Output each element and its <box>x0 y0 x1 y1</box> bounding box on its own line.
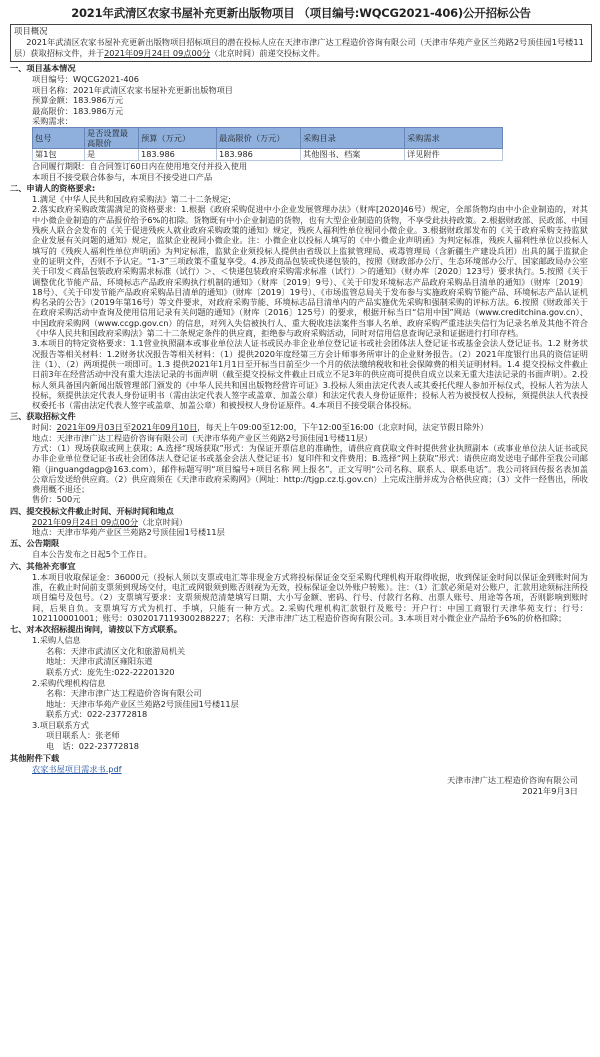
project-number: 项目编号：WQCG2021-406 <box>32 74 139 84</box>
overview-pre: 2021年武清区农家书屋补充更新出版物项目招标项目的潜在投标人应在天津市津广达工程造价咨询有限公司（天津市华苑产业区兰苑路2号顶佳园1号楼11层）获取招标文件，并于 <box>14 37 584 58</box>
bid-deadline <box>10 517 592 527</box>
cell-catalog: 其他图书、档案 <box>301 148 405 160</box>
cell-requirements: 详见附件 <box>405 148 503 160</box>
agency-address: 地址：天津市华苑产业区兰苑路2号顶佳园1号楼11层 <box>46 698 239 709</box>
cell-package-no: 第1包 <box>33 148 85 160</box>
obtain-time-label: 时间： <box>32 422 57 433</box>
other-matters: 1.本项目收取保证金：36000元（投标人须以支票或电汇等非现金方式将投标保证金交至采购代理机构开取得收据，收到保证金时间以保证金到账时间为准，在截止时间前支票须到现场交付，电汇或网银须到账否则视为无效，投标保证金以外账户转账）。注：（1）汇款必须是对公账户，汇款用途须标注所投项目编号及包号。（2）支票填写要求：支票须规范清楚填写日期、大小写金额、密码、行号、付款行名称、出票人账号、用途等各项，否则影响到账时间，后果自负。支票填写方式为机打、手填，只能有一种方式。2.采购代理机构汇款银行及账号：开户行：中国工商银行天津华苑支行；行号：102110001001；账号：0302017119300288227；名称：天津市津广达工程造价咨询有限公司。3.本项目对小微企业产品给予6%的价格扣除； <box>32 571 588 623</box>
project-contact-phone: 电 话：022-23772818 <box>46 741 140 752</box>
col-requirements: 采购需求 <box>405 127 503 148</box>
purchaser-name: 名称：天津市武清区文化和旅游局机关 <box>46 645 186 656</box>
section-5-heading: 五、公告期限 <box>10 538 60 549</box>
col-budget: 预算（万元） <box>139 127 217 148</box>
attachment-link[interactable]: 农家书屋项目需求书.pdf <box>32 763 122 774</box>
overview-text <box>14 37 588 59</box>
cell-budget: 183.986 <box>139 148 217 160</box>
obtain-method: 方式：（1）现场获取或网上获取；A.选择“现场获取”形式：为保证开票信息的准确性，请供应商获取文件时提供营业执照副本（或事业单位法人证书或民办非企业单位登记证书或社会团体法人登记证书或基金会法人登记证书）复印件和文件费用；B.选择“网上获取”形式：请供应商发送电子邮件至我公司邮箱（jinguangdagp@163.com），邮件标题写明“项目编号+项目名称 网上报名”，正文写明“公司名称、联系人、联系电话”。我公司将回传报名表加盖公章后发送给供应商。（2）供应商须在《天津市政府采购网》（网址：http://tjgp.cz.tj.gov.cn）上完成注册并成为合格供应商；（3）文件一经售出，所收费用概不退还； <box>32 442 588 495</box>
signature-date: 2021年9月3日 <box>522 785 578 796</box>
overview-box <box>10 24 592 62</box>
col-has-max-price: 是否设置最高限价 <box>85 127 139 148</box>
col-package-no: 包号 <box>33 127 85 148</box>
qualification-1: 1.满足《中华人民共和国政府采购法》第二十二条规定; <box>32 194 231 205</box>
cell-max-price: 183.986 <box>217 148 301 160</box>
table-row <box>33 148 503 160</box>
package-table <box>32 127 503 161</box>
obtain-time <box>10 422 592 432</box>
page-title: 2021年武清区农家书屋补充更新出版物项目 （项目编号:WQCG2021-406)公开招标公告 <box>71 6 531 20</box>
section-4-heading: 四、提交投标文件截止时间、开标时间和地点 <box>10 505 174 516</box>
qualification-3: 3.本项目的特定资格要求：1.1营业执照副本或事业单位法人证书或民办非企业单位登记证书或社会团体法人登记证书或基金会法人登记证书。1.2 财务状况报告等相关材料：1.2财务状况报告等相关材料：（1）提供2020年度经第三方会计师事务所审计的企业财务报告。（2）2021年度银行出具的资信证明 注（1）、（2）两项提供一项即可。1.3 提供2021年1月1日至开标当日前至少一个月的依法缴纳税收和社会保障费的相关证明材料。1.4 提交投标文件截止日前3年在经营活动中没有重大违法记录的书面声明（截至提交投标文件截止日成立不足3年的供应商可提供自成立以来无重大违法记录的书面声明）。2.投标人须具备国内新闻出版管理部门颁发的《中华人民共和国出版物经营许可证》3.投标人须由法定代表人或其委托代理人参加开标仪式，投标人若为法人投标，须提供法定代表人身份证明书（需由法定代表人签字或盖章、加盖公章）和法定代表人身份证原件；投标人若为被授权人投标，须提供法人代表授权委托书（需由法定代表人签字或盖章、加盖公章）和被授权人身份证原件。4.本项目不接受联合体投标。 <box>32 338 588 411</box>
bid-deadline-suffix: （北京时间） <box>138 516 188 527</box>
agency-title: 2.采购代理机构信息 <box>32 677 106 688</box>
overview-deadline: 2021年09月24日 09点00分 <box>104 48 211 58</box>
obtain-time-mid: 至 <box>122 422 132 433</box>
obtain-time-rest: ，每天上午09:00至12:00，下午12:00至16:00（北京时间，法定节假日除外） <box>197 422 489 433</box>
attachment-item <box>10 764 592 775</box>
bid-place: 地点：天津市华苑产业区兰苑路2号顶佳园1号楼11层 <box>32 527 225 538</box>
obtain-time-end: 2021年09月10日 <box>131 422 198 433</box>
section-7-heading: 七、对本次招标提出询问，请按以下方式联系。 <box>10 624 182 635</box>
col-catalog: 采购目录 <box>301 127 405 148</box>
qualification-2: 2.落实政府采购政策需满足的资格要求：1.根据《政府采购促进中小企业发展管理办法》（财库[2020]46号）规定，全部货物均由中小企业制造的，对其中小微企业制造的产品报价给予6%的扣除。货物既有中小企业制造的货物，也有大型企业制造的货物，不享受此扶持政策。2.根据财政部、民政部、中国残疾人联合会发布的《关于促进残疾人就业政府采购政策的通知》规定，残疾人福利性单位视同小微企业。3.根据财政部发布的《关于政府采购支持监狱企业发展有关问题的通知》规定，监狱企业视同小微企业。注：小微企业以投标人填写的《中小微企业声明函》为判定标准，残疾人福利性单位以投标人填写的《残疾人福利性单位声明函》为判定标准，监狱企业须投标人提供由省级以上监狱管理局、戒毒管理局（含新疆生产建设兵团）出具的属于监狱企业的证明文件，否则不予认定。“1-3”三项政策不重复享受。4.涉及商品包装或快递包装的，按照《财政部办公厅、生态环境部办公厅、国家邮政局办公室关于印发＜商品包装政府采购需求标准（试行）＞、＜快递包装政府采购需求标准（试行）＞的通知》（财办库〔2020〕123号）要求执行。5.按照《关于调整优化节能产品、环境标志产品政府采购执行机制的通知》（财库〔2019〕9号）、《关于印发环境标志产品政府采购品目清单的通知》（财库〔2019〕18号）、《关于印发节能产品政府采购品目清单的通知》（财库〔2019〕19号）、《市场监管总局关于发布参与实施政府采购节能产品、环境标志产品认证机构名录的公告》（2019年第16号）等文件要求，对政府采购节能、环境标志品目清单内的产品实施优先采购和强制采购的评标方法。6.按照《财政部关于在政府采购活动中查询及使用信用记录有关问题的通知》（财库〔2016〕125号）的要求，根据开标当日“信用中国”网站（www.creditchina.gov.cn）、中国政府采购网（www.ccgp.gov.cn）的信息，对列入失信被执行人、重大税收违法案件当事人名单、政府采购严重违法失信行为记录名单及其他不符合《中华人民共和国政府采购法》第二十二条规定条件的供应商，拒绝参与政府采购活动，同时对信用信息查询记录和证据进行打印存档。 <box>32 204 588 339</box>
section-6-heading: 六、其他补充事宜 <box>10 560 76 571</box>
budget-amount: 预算金额：183.986万元 <box>32 95 124 106</box>
consortium-note: 本项目不接受联合体参与，本项目不接受进口产品 <box>32 171 213 182</box>
overview-heading: 项目概况 <box>14 26 48 36</box>
attachments-heading: 其他附件下载 <box>10 752 60 763</box>
document-price: 售价：500元 <box>32 494 81 505</box>
contract-term: 合同履行期限：自合同签订60日内在使用地交付并投入使用 <box>32 160 248 171</box>
section-2-heading: 二、申请人的资格要求: <box>10 183 96 194</box>
section-3-heading: 三、获取招标文件 <box>10 411 76 422</box>
section-1-heading: 一、项目基本情况 <box>10 63 76 73</box>
max-price: 最高限价：183.986万元 <box>32 105 124 116</box>
project-name: 项目名称：2021年武清区农家书屋补充更新出版物项目 <box>32 84 233 95</box>
bid-deadline-date: 2021年09月24日 09点00分 <box>32 516 139 527</box>
purchaser-title: 1.采购人信息 <box>32 635 81 646</box>
overview-post: （北京时间）前递交投标文件。 <box>210 48 325 58</box>
signature-org: 天津市津广达工程造价咨询有限公司 <box>446 774 578 785</box>
package-table-header <box>33 127 503 148</box>
notice-period: 自本公告发布之日起5个工作日。 <box>32 549 152 560</box>
project-contact-person: 项目联系人：张老师 <box>46 730 120 741</box>
purchaser-address: 地址：天津市武清区雍阳东道 <box>46 656 153 667</box>
agency-contact: 联系方式：022-23772818 <box>46 709 148 720</box>
col-max-price: 最高限价（万元） <box>217 127 301 148</box>
cell-has-max-price: 是 <box>85 148 139 160</box>
project-contact-title: 3.项目联系方式 <box>32 719 89 730</box>
obtain-time-start: 2021年09月03日 <box>56 422 123 433</box>
procurement-needs-label: 采购需求： <box>32 116 73 127</box>
agency-name: 名称：天津市津广达工程造价咨询有限公司 <box>46 688 202 699</box>
purchaser-contact: 联系方式：庞先生:022-22201320 <box>46 666 175 677</box>
obtain-place: 地点：天津市津广达工程造价咨询有限公司（天津市华苑产业区兰苑路2号顶佳园1号楼11层） <box>32 432 373 443</box>
